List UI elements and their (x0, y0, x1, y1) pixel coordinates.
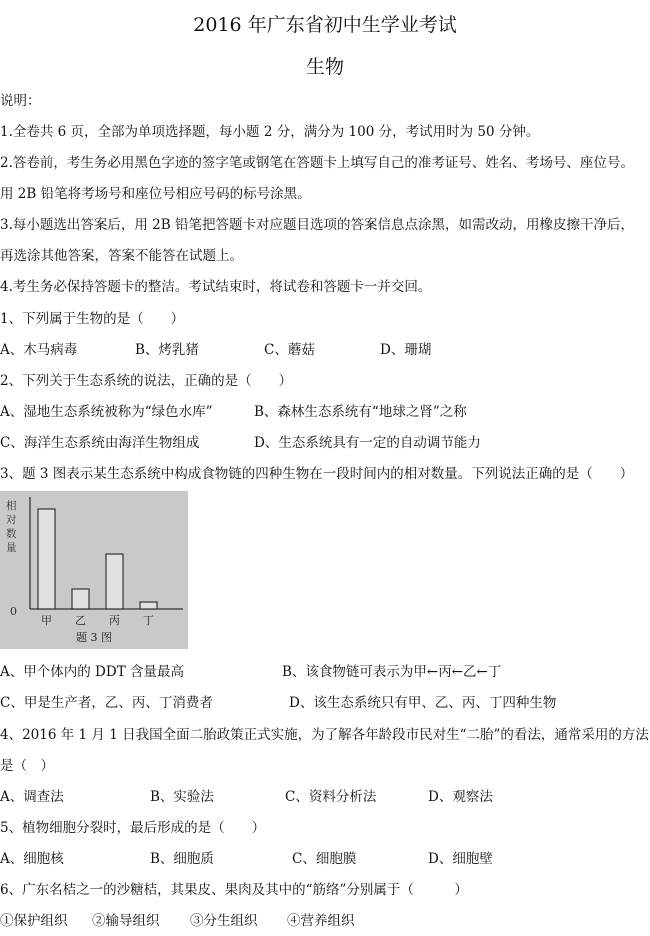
option-c: C、蘑菇 (264, 342, 315, 358)
option-d: D、该生态系统只有甲、乙、丙、丁四种生物 (289, 695, 557, 711)
origin-label: 0 (10, 605, 17, 618)
instruction-line: 4.考生务必保持答题卡的整洁。考试结束时，将试卷和答题卡一并交回。 (0, 279, 432, 295)
option-d: D、生态系统具有一定的自动调节能力 (254, 435, 481, 451)
option-3: ③分生组织 (190, 913, 258, 929)
x-tick-label: 丙 (109, 614, 120, 627)
bar-0 (38, 509, 55, 609)
option-2: ②输导组织 (92, 913, 160, 929)
option-b: B、实验法 (150, 789, 214, 805)
subject-title: 生物 (305, 56, 344, 78)
option-c: C、细胞膜 (292, 851, 357, 867)
option-b: B、该食物链可表示为甲←丙←乙←丁 (282, 664, 502, 680)
x-tick-label: 丁 (143, 614, 154, 627)
option-c: C、海洋生态系统由海洋生物组成 (0, 435, 200, 451)
question-stem-cont: 是（ ） (0, 758, 54, 774)
instruction-line: 3.每小题选出答案后，用 2B 铅笔把答题卡对应题目选项的答案信息点涂黑，如需改动，用橡皮擦干净后， (0, 217, 634, 233)
option-d: D、珊瑚 (380, 342, 432, 358)
y-axis-label-char: 量 (6, 542, 17, 554)
option-b: B、烤乳猪 (135, 342, 199, 358)
question-stem: 1、下列属于生物的是（ ） (0, 311, 185, 327)
question-stem: 4、2016 年 1 月 1 日我国全面二胎政策正式实施，为了解各年龄段市民对生“二胎”的看法，通常采用的方法 (0, 727, 649, 743)
instruction-line: 1.全卷共 6 页，全部为单项选择题，每小题 2 分，满分为 100 分，考试用时为 50 分钟。 (0, 124, 540, 140)
option-c: C、资料分析法 (285, 789, 377, 805)
question-stem: 5、植物细胞分裂时，最后形成的是（ ） (0, 820, 266, 836)
option-a: A、调查法 (0, 789, 64, 805)
option-4: ④营养组织 (287, 913, 355, 929)
bar-2 (106, 554, 123, 609)
y-axis-label-char: 对 (6, 514, 17, 526)
option-d: D、观察法 (428, 789, 493, 805)
option-a: A、细胞核 (0, 851, 64, 867)
instructions-label: 说明： (0, 93, 41, 109)
x-tick-label: 乙 (75, 614, 86, 627)
option-b: B、森林生态系统有“地球之肾”之称 (254, 404, 467, 420)
exam-title: 2016 年广东省初中生学业考试 (193, 14, 457, 36)
bar-1 (72, 589, 89, 609)
question-stem: 6、广东名桔之一的沙糖桔，其果皮、果肉及其中的“筋络”分别属于（ ） (0, 882, 468, 898)
option-c: C、甲是生产者，乙、丙、丁消费者 (0, 695, 213, 711)
y-axis-label-char: 数 (6, 528, 17, 540)
bar-3 (140, 602, 157, 609)
figure-3-chart (0, 491, 188, 649)
question-stem: 3、题 3 图表示某生态系统中构成食物链的四种生物在一段时间内的相对数量。下列说法正确的是（ ） (0, 466, 634, 482)
figure-caption: 题 3 图 (76, 631, 112, 644)
instruction-line: 2.答卷前，考生务必用黑色字迹的签字笔或钢笔在答题卡上填写自己的准考证号、姓名、考场号、座位号。 (0, 155, 634, 171)
question-stem: 2、下列关于生态系统的说法，正确的是（ ） (0, 373, 293, 389)
instruction-line: 再选涂其他答案，答案不能答在试题上。 (0, 248, 243, 264)
option-1: ①保护组织 (0, 913, 68, 929)
option-a: A、甲个体内的 DDT 含量最高 (0, 664, 184, 680)
x-tick-label: 甲 (41, 614, 52, 627)
instruction-line: 用 2B 铅笔将考场号和座位号相应号码的标号涂黑。 (0, 186, 311, 202)
option-a: A、湿地生态系统被称为“绿色水库” (0, 404, 213, 420)
option-d: D、细胞壁 (428, 851, 493, 867)
y-axis-label-char: 相 (6, 500, 17, 512)
option-a: A、木马病毒 (0, 342, 78, 358)
option-b: B、细胞质 (150, 851, 214, 867)
